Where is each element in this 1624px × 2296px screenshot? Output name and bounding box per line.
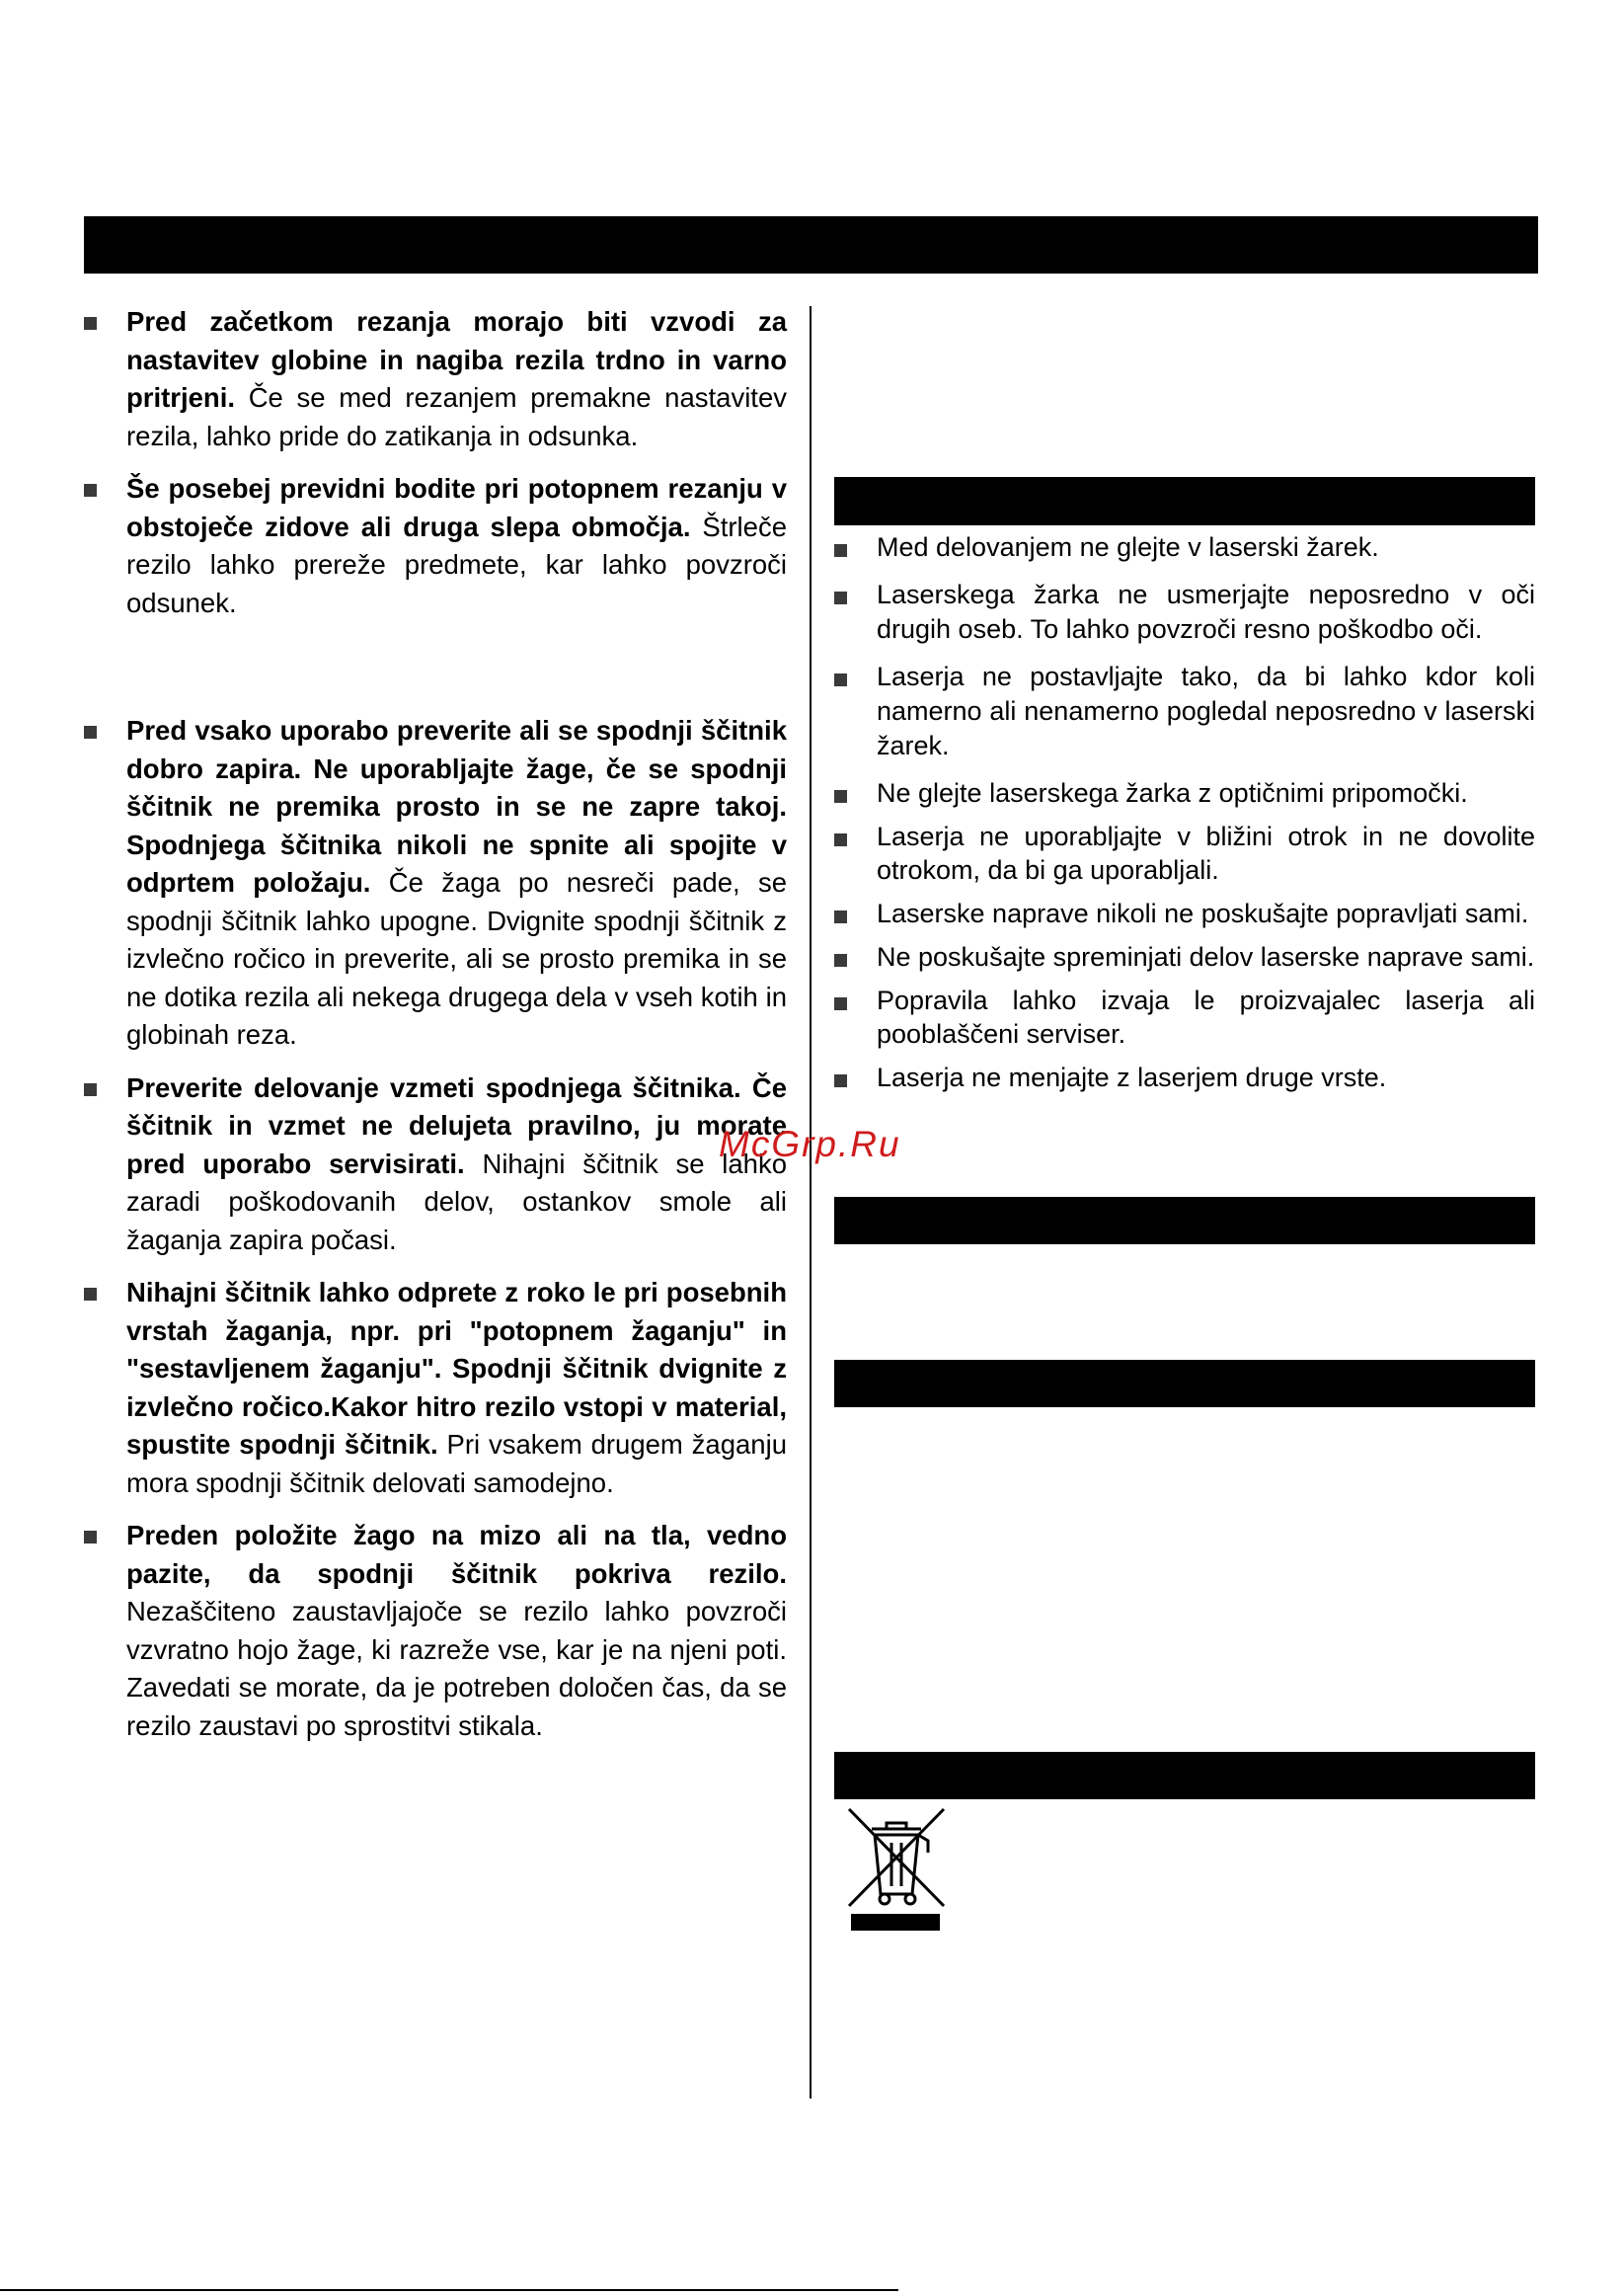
laser-section-bar bbox=[834, 477, 1535, 525]
square-bullet-icon bbox=[834, 1074, 847, 1087]
laser-item: Laserja ne uporabljajte v bližini otrok in ne dovolite otrokom, da bi ga uporabljali. bbox=[834, 820, 1535, 887]
laser-item: Laserja ne menjajte z laserjem druge vrste. bbox=[834, 1061, 1535, 1094]
laser-item: Laserskega žarka ne usmerjajte neposredno v oči drugih oseb. To lahko povzroči resno poškodbo oči. bbox=[834, 578, 1535, 647]
safety-item: Preden položite žago na mizo ali na tla, vedno pazite, da spodnji ščitnik pokriva rezilo. Nezaščiteno zaustavljajoče se rezilo lahko povzroči vzvratno hojo žage, ki razreže vse, kar je na njeni poti. Zavedati se morate, da je potreben določen čas, da se rezilo zaustavi po sprostitvi stikala. bbox=[84, 1517, 787, 1745]
laser-item: Ne glejte laserskega žarka z optičnimi pripomočki. bbox=[834, 776, 1535, 810]
square-bullet-icon bbox=[834, 790, 847, 803]
laser-safety-list bbox=[834, 530, 1535, 1104]
laser-item: Popravila lahko izvaja le proizvajalec laserja ali pooblaščeni serviser. bbox=[834, 984, 1535, 1051]
square-bullet-icon bbox=[834, 673, 847, 686]
footer-rule bbox=[0, 2289, 898, 2291]
crossed-out-wheelie-bin-icon bbox=[847, 1807, 946, 1931]
laser-item: Laserja ne postavljajte tako, da bi lahko kdor koli namerno ali nenamerno pogledal neposredno v laserski žarek. bbox=[834, 660, 1535, 763]
square-bullet-icon bbox=[84, 1083, 97, 1096]
square-bullet-icon bbox=[834, 997, 847, 1010]
square-bullet-icon bbox=[84, 317, 97, 330]
safety-item: Pred začetkom rezanja morajo biti vzvodi za nastavitev globine in nagiba rezila trdno in varno pritrjeni. Če se med rezanjem premakne nastavitev rezila, lahko pride do zatikanja in odsunka. bbox=[84, 303, 787, 455]
square-bullet-icon bbox=[834, 592, 847, 604]
watermark: McGrp.Ru bbox=[719, 1124, 901, 1164]
safety-item: Nihajni ščitnik lahko odprete z roko le pri posebnih vrstah žaganja, npr. pri "potopnem žaganju" in "sestavljenem žaganju". Spodnji ščitnik dvignite z izvlečno ročico.Kakor hitro rezilo vstopi v material, spustite spodnji ščitnik. Pri vsakem drugem žaganju mora spodnji ščitnik delovati samodejno. bbox=[84, 1274, 787, 1502]
square-bullet-icon bbox=[834, 954, 847, 967]
laser-item: Laserske naprave nikoli ne poskušajte popravljati sami. bbox=[834, 897, 1535, 930]
square-bullet-icon bbox=[834, 833, 847, 846]
square-bullet-icon bbox=[834, 910, 847, 923]
column-divider bbox=[810, 306, 812, 2098]
laser-item: Med delovanjem ne glejte v laserski žarek. bbox=[834, 530, 1535, 565]
safety-item: Preverite delovanje vzmeti spodnjega ščitnika. Če ščitnik in vzmet ne delujeta pravilno, ju morate pred uporabo servisirati. Nihajni ščitnik se lahko zaradi poškodovanih delov, ostankov smole ali žaganja zapira počasi. bbox=[84, 1069, 787, 1260]
safety-item: Še posebej previdni bodite pri potopnem rezanju v obstoječe zidove ali druga slepa območja. Štrleče rezilo lahko prereže predmete, kar lahko povzroči odsunek. bbox=[84, 470, 787, 622]
section-bar-2 bbox=[834, 1197, 1535, 1244]
top-header-bar bbox=[84, 216, 1538, 274]
square-bullet-icon bbox=[84, 1531, 97, 1544]
environment-section-bar bbox=[834, 1752, 1535, 1799]
section-bar-3 bbox=[834, 1360, 1535, 1407]
square-bullet-icon bbox=[84, 726, 97, 739]
square-bullet-icon bbox=[84, 484, 97, 497]
left-column bbox=[84, 303, 787, 1760]
square-bullet-icon bbox=[84, 1288, 97, 1301]
laser-item: Ne poskušajte spreminjati delov laserske naprave sami. bbox=[834, 940, 1535, 974]
square-bullet-icon bbox=[834, 544, 847, 557]
safety-item: Pred vsako uporabo preverite ali se spodnji ščitnik dobro zapira. Ne uporabljajte žage, če se spodnji ščitnik ne premika prosto in se ne zapre takoj. Spodnjega ščitnika nikoli ne spnite ali spojite v odprtem položaju. Če žaga po nesreči pade, se spodnji ščitnik lahko upogne. Dvignite spodnji ščitnik z izvlečno ročico in preverite, ali se prosto premika in se ne dotika rezila ali nekega drugega dela v vseh kotih in globinah reza. bbox=[84, 712, 787, 1055]
